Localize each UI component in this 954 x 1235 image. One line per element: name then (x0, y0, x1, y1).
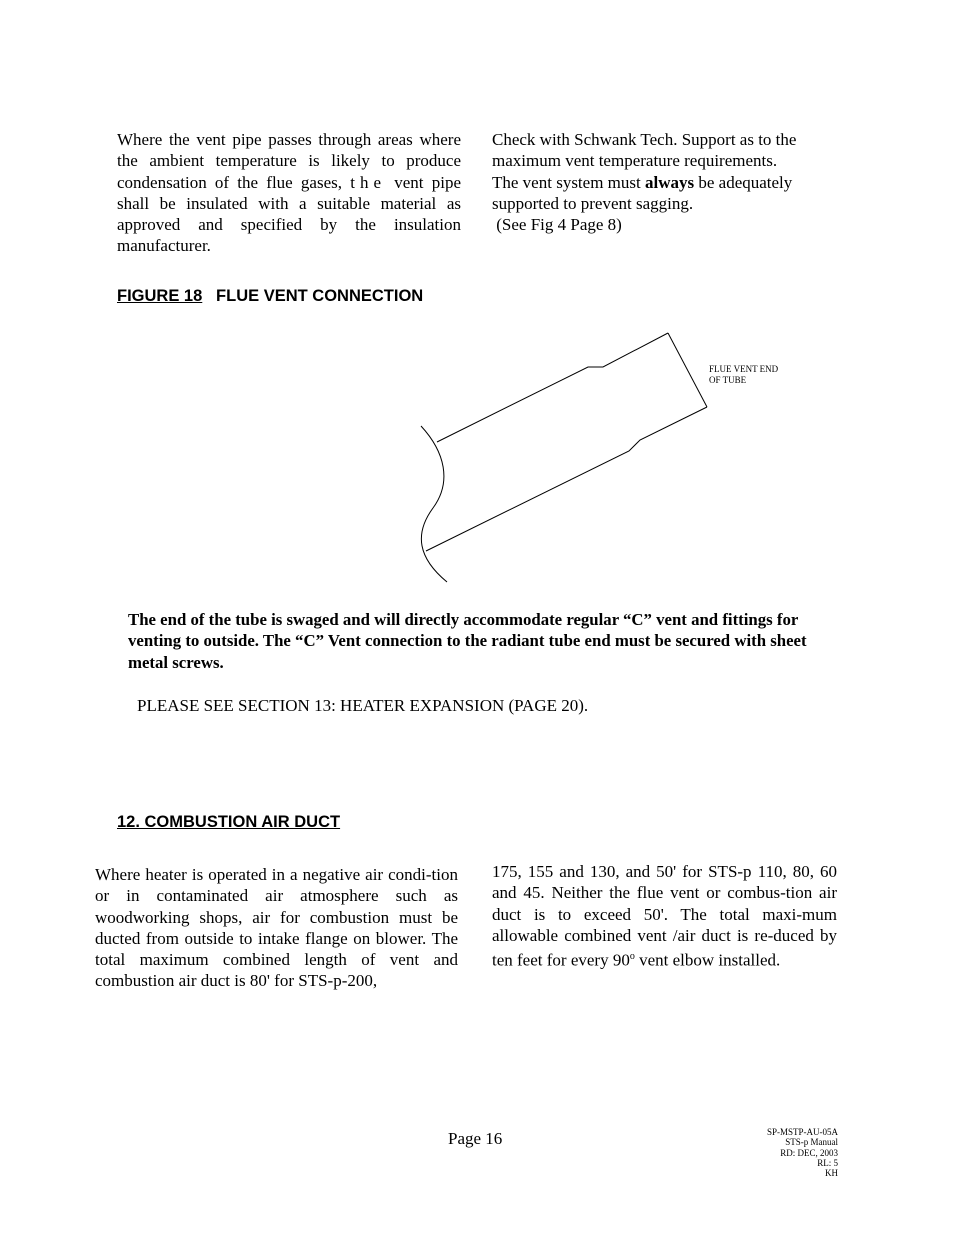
section-12-right-post: vent elbow installed. (634, 950, 781, 970)
section-12-right-paragraph (492, 861, 837, 971)
page-number: Page 16 (448, 1129, 503, 1148)
intro-left-text-2: the (350, 172, 387, 192)
section-12-left-paragraph: Where heater is operated in a negative air condi-tion or in contaminated air atmosphere such as woodworking shops, air for combustion must be ducted from outside to intake flange on blower. The total maximum combined length of vent and combustion air duct is 80' for STS-p-200, (95, 865, 458, 991)
intro-left-text-3: vent pipe shall be insulated with a suitable material as approved and specified by the insulation manufacturer. (117, 172, 461, 256)
figure-title: FLUE VENT CONNECTION (216, 287, 424, 305)
doc-code-line-3: RD: DEC, 2003 (780, 1147, 838, 1158)
figure-callout-label (709, 364, 778, 386)
figure-label-line-1: FLUE VENT END (709, 364, 779, 374)
doc-code-line-5: KH (825, 1168, 838, 1179)
degree-superscript: o (629, 951, 635, 963)
intro-right-line-2-pre: The vent system must (492, 172, 645, 192)
doc-code-line-1: SP-MSTP-AU-05A (766, 1127, 838, 1137)
break-line (421, 426, 447, 582)
swage-note: The end of the tube is swaged and will directly accommodate regular “C” vent and fittings for venting to outside. The “C” Vent connection to the radiant tube end must be secured with sheet metal screws. (128, 610, 807, 672)
intro-left-text-1: Where the vent pipe passes through areas where the ambient temperature is likely to produce condensation of the flue gases, (117, 130, 461, 192)
tube-bottom-edge (426, 407, 707, 551)
figure-label-line-2: OF TUBE (709, 375, 747, 385)
intro-right-line-1: Check with Schwank Tech. Support as to the maximum vent temperature requirements. (492, 130, 797, 171)
tube-top-edge (437, 333, 668, 442)
section-12-heading: 12. COMBUSTION AIR DUCT (117, 813, 341, 831)
figure-number: FIGURE 18 (117, 287, 203, 305)
doc-code-line-2: STS-p Manual (785, 1137, 838, 1148)
intro-right-line-2-post: be adequately supported to prevent sagging. (492, 172, 793, 213)
intro-right-line-2-bold: always (644, 172, 695, 192)
doc-code-line-4: RL: 5 (817, 1157, 838, 1168)
section-12-right-pre: 175, 155 and 130, and 50' for STS-p 110, 80, 60 and 45. Neither the flue vent or combus-tion air duct is to exceed 50'. The total maxi-mum allowable combined vent /air duct is re-duced by ten feet for every 90 (492, 862, 837, 970)
intro-right-line-3: (See Fig 4 Page 8) (492, 215, 622, 235)
see-section-note: PLEASE SEE SECTION 13: HEATER EXPANSION (PAGE 20). (137, 696, 589, 715)
document-code-block (767, 1127, 838, 1178)
tube-end-edge (668, 333, 707, 407)
